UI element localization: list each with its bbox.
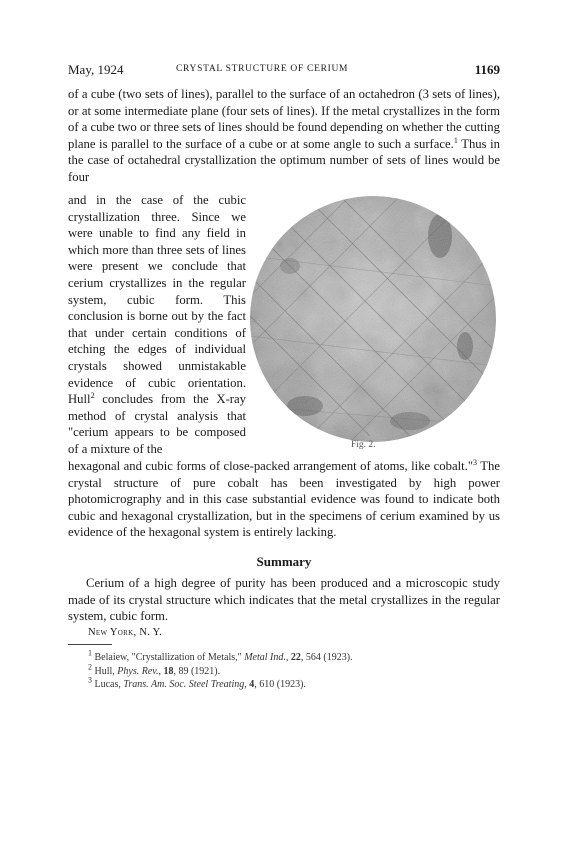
footnote-item: $^3$ Lucas, Trans. Am. Soc. Steel Treating, 4, 610 (1923). — [88, 675, 306, 690]
paragraph-wrap — [68, 192, 246, 458]
footnote-text: Lucas, — [94, 679, 124, 690]
figure-caption: Fig. 2. — [351, 440, 376, 450]
footnote-ref-2[interactable]: 2 — [90, 390, 95, 400]
summary-paragraph: Cerium of a high degree of purity has been produced and a microscopic study made of its crystal structure which indicates that the metal crystallizes in the regular system, cubic form. — [68, 576, 500, 624]
header-date: May, 1924 — [68, 62, 124, 77]
footnote-volume: 22 — [290, 652, 301, 663]
footnote-journal: Phys. Rev. — [117, 665, 159, 677]
paragraph-intro-text: of a cube (two sets of lines), parallel to the surface of an octahedron (3 sets of lines), or at some intermediate plane (four sets of lines). If the metal crystallizes in the form of a cube two or three sets of lines should be found depending on whether the cutting plane is parallel to the surface of a cube or at some angle to such a surface. — [68, 87, 500, 151]
footnote-volume: 18 — [163, 665, 174, 677]
paragraph-after-figure-tail: The crystal structure of pure cobalt has been investigated by high power photomicrography and in this case substantial evidence was found to indicate both cubic and hexagonal crystallization, but in the specimens of cerium examined by us evidence of the hexagonal system is entirely lacking. — [68, 459, 500, 540]
author-address: New York, N. Y. — [88, 627, 163, 638]
footnote-number: 1 — [88, 648, 92, 658]
article-page — [68, 62, 501, 690]
footnote-journal: Metal Ind. — [244, 652, 286, 663]
micrograph-figure — [250, 196, 496, 442]
footnote-item: $^1$ Belaiew, "Crystallization of Metals," Metal Ind., 22, 564 (1923). — [88, 648, 353, 663]
paragraph-after-figure — [68, 458, 500, 541]
paragraph-wrap-text: and in the case of the cubic crystallization three. Since we were unable to find any field in which more than three sets of lines were present we conclude that cerium crystallizes in the regular system, cubic form. This conclusion is borne out by the fact that under certain conditions of etching the edges of individual crystals showed unmistakable evidence of cubic orientation. Hull — [68, 193, 246, 407]
footnote-rest: , 89 (1921). — [173, 665, 221, 677]
footnote-number: 3 — [88, 675, 92, 685]
micrograph-image — [250, 196, 496, 442]
footnote-ref-3[interactable]: 3 — [473, 457, 478, 467]
paragraph-intro — [68, 86, 500, 186]
footnote-rest: , 610 (1923). — [254, 679, 306, 690]
paragraph-wrap-tail: concludes from the X-ray method of crystal analysis that "cerium appears to be composed of a mixture of the — [68, 392, 246, 456]
footnote-journal: Trans. Am. Soc. Steel Treating — [123, 679, 245, 690]
header-running-title: CRYSTAL STRUCTURE OF CERIUM — [176, 64, 349, 74]
footnote-divider — [68, 644, 112, 645]
running-header — [68, 62, 500, 82]
footnote-ref-1[interactable]: 1 — [453, 135, 458, 145]
paragraph-intro-tail: Thus in the case of octahedral crystallization the optimum number of sets of lines would be four — [68, 136, 501, 184]
footnote-volume: 4 — [249, 679, 255, 690]
paragraph-after-figure-text: hexagonal and cubic forms of close-packed arrangement of atoms, like cobalt." — [68, 459, 474, 473]
page-number: 1169 — [474, 62, 500, 77]
summary-heading: Summary — [256, 554, 312, 569]
footnote-text: Hull, — [94, 665, 118, 677]
footnote-number: 2 — [88, 662, 92, 672]
footnotes — [88, 648, 353, 692]
footnote-rest: , 564 (1923). — [300, 652, 353, 663]
footnote-item: $^2$ Hull, Phys. Rev., 18, 89 (1921). — [88, 662, 221, 677]
footnote-text: Belaiew, "Crystallization of Metals," — [94, 652, 245, 663]
